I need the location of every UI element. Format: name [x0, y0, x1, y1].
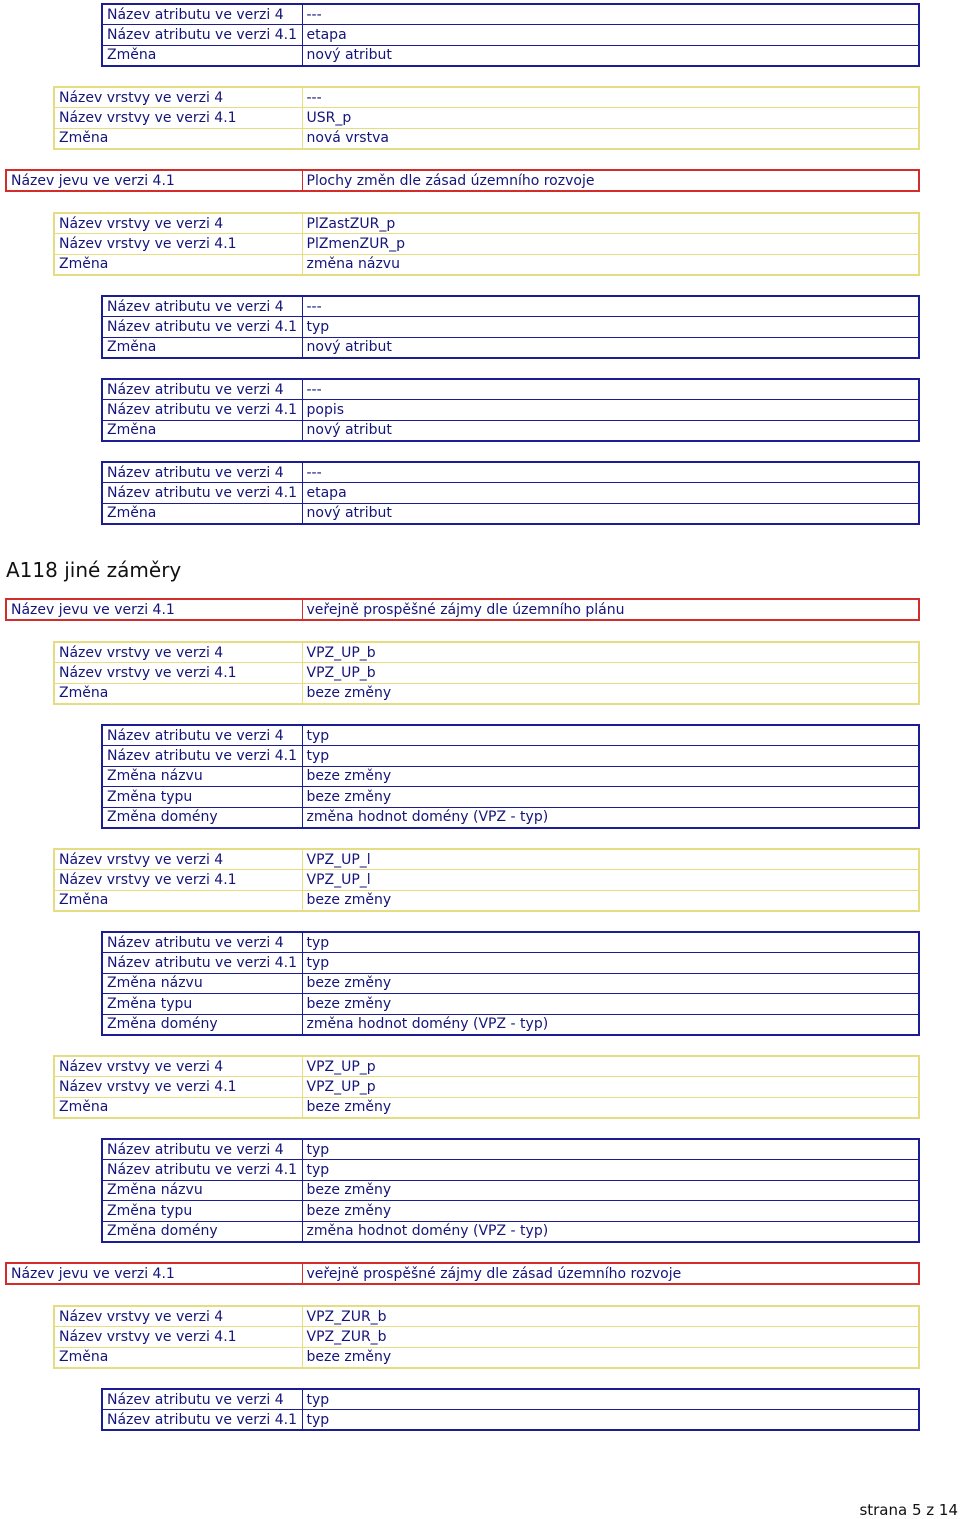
field-value: změna názvu: [302, 254, 919, 275]
attribute-table: [101, 931, 920, 1036]
field-label: Název vrstvy ve verzi 4.1: [54, 1077, 302, 1098]
phenomenon-table-grid: [5, 169, 920, 192]
field-value: typ: [302, 1389, 919, 1410]
table-row: [102, 296, 919, 317]
table-row: [102, 483, 919, 504]
attribute-table: [101, 3, 920, 67]
field-label: Název atributu ve verzi 4: [102, 379, 302, 400]
table-row: [102, 807, 919, 828]
field-value: typ: [302, 317, 919, 338]
field-label: Název vrstvy ve verzi 4: [54, 849, 302, 870]
field-label: Změna: [54, 683, 302, 704]
field-value: ---: [302, 462, 919, 483]
field-label: Název atributu ve verzi 4.1: [102, 1160, 302, 1181]
table-row: [102, 953, 919, 974]
field-value: beze změny: [302, 787, 919, 808]
field-label: Změna domény: [102, 1014, 302, 1035]
attribute-table: [101, 1138, 920, 1243]
field-label: Změna typu: [102, 994, 302, 1015]
field-value: beze změny: [302, 973, 919, 994]
table-row: [54, 1077, 919, 1098]
field-value: typ: [302, 1410, 919, 1431]
table-row: [54, 890, 919, 911]
field-value: VPZ_UP_b: [302, 663, 919, 684]
table-row: [6, 1263, 919, 1284]
field-value: veřejně prospěšné zájmy dle zásad územního rozvoje: [302, 1263, 919, 1284]
field-value: ---: [302, 379, 919, 400]
field-value: typ: [302, 1160, 919, 1181]
field-label: Změna: [102, 503, 302, 524]
field-label: Název atributu ve verzi 4: [102, 296, 302, 317]
attribute-table-grid: [101, 1388, 920, 1431]
attribute-table-grid: [101, 724, 920, 829]
field-value: VPZ_UP_l: [302, 849, 919, 870]
table-row: [54, 213, 919, 234]
attribute-table-grid: [101, 1138, 920, 1243]
table-row: [102, 1221, 919, 1242]
field-value: VPZ_UP_b: [302, 642, 919, 663]
field-label: Změna: [102, 45, 302, 66]
field-value: VPZ_ZUR_b: [302, 1306, 919, 1327]
field-label: Název vrstvy ve verzi 4.1: [54, 663, 302, 684]
table-row: [102, 787, 919, 808]
field-value: ---: [302, 4, 919, 25]
table-row: [54, 1097, 919, 1118]
field-value: nový atribut: [302, 503, 919, 524]
field-label: Název atributu ve verzi 4.1: [102, 953, 302, 974]
field-value: typ: [302, 1139, 919, 1160]
field-value: typ: [302, 746, 919, 767]
field-label: Název atributu ve verzi 4.1: [102, 483, 302, 504]
field-label: Název atributu ve verzi 4.1: [102, 746, 302, 767]
field-value: nový atribut: [302, 45, 919, 66]
phenomenon-table-grid: [5, 598, 920, 621]
field-value: ---: [302, 87, 919, 108]
table-row: [102, 317, 919, 338]
field-label: Změna názvu: [102, 1180, 302, 1201]
layer-table: [53, 1055, 920, 1119]
field-label: Název atributu ve verzi 4: [102, 725, 302, 746]
table-row: [54, 870, 919, 891]
table-row: [6, 170, 919, 191]
table-row: [102, 1410, 919, 1431]
field-label: Změna typu: [102, 1201, 302, 1222]
field-value: beze změny: [302, 766, 919, 787]
table-row: [102, 766, 919, 787]
table-row: [102, 932, 919, 953]
field-value: beze změny: [302, 1097, 919, 1118]
field-value: ---: [302, 296, 919, 317]
field-label: Změna domény: [102, 807, 302, 828]
field-value: beze změny: [302, 1201, 919, 1222]
field-value: nový atribut: [302, 337, 919, 358]
layer-table-grid: [53, 641, 920, 705]
table-row: [54, 1327, 919, 1348]
field-value: typ: [302, 932, 919, 953]
field-label: Název jevu ve verzi 4.1: [6, 599, 302, 620]
field-label: Změna: [54, 1097, 302, 1118]
field-label: Název vrstvy ve verzi 4: [54, 1056, 302, 1077]
field-label: Změna: [54, 1347, 302, 1368]
table-row: [102, 45, 919, 66]
layer-table-grid: [53, 1055, 920, 1119]
attribute-table-grid: [101, 295, 920, 359]
table-row: [54, 108, 919, 129]
table-row: [54, 1306, 919, 1327]
table-row: [102, 400, 919, 421]
phenomenon-table: [5, 169, 920, 192]
table-row: [102, 746, 919, 767]
table-row: [102, 973, 919, 994]
attribute-table: [101, 461, 920, 525]
table-row: [102, 1160, 919, 1181]
field-label: Název atributu ve verzi 4: [102, 1139, 302, 1160]
layer-table: [53, 848, 920, 912]
field-value: veřejně prospěšné zájmy dle územního plánu: [302, 599, 919, 620]
field-value: nová vrstva: [302, 128, 919, 149]
attribute-table: [101, 295, 920, 359]
field-value: PlZmenZUR_p: [302, 234, 919, 255]
table-row: [102, 503, 919, 524]
field-value: VPZ_ZUR_b: [302, 1327, 919, 1348]
field-label: Změna typu: [102, 787, 302, 808]
page-number: strana 5 z 14: [859, 1501, 958, 1519]
layer-table: [53, 1305, 920, 1369]
field-value: beze změny: [302, 994, 919, 1015]
table-row: [54, 128, 919, 149]
table-row: [54, 849, 919, 870]
field-label: Změna názvu: [102, 973, 302, 994]
field-label: Název jevu ve verzi 4.1: [6, 170, 302, 191]
table-row: [54, 1347, 919, 1368]
field-label: Název atributu ve verzi 4.1: [102, 25, 302, 46]
table-row: [102, 1139, 919, 1160]
field-label: Název jevu ve verzi 4.1: [6, 1263, 302, 1284]
phenomenon-table: [5, 598, 920, 621]
field-label: Změna: [54, 254, 302, 275]
field-label: Název atributu ve verzi 4: [102, 932, 302, 953]
field-label: Změna: [102, 420, 302, 441]
field-label: Název atributu ve verzi 4: [102, 1389, 302, 1410]
field-label: Název vrstvy ve verzi 4: [54, 87, 302, 108]
field-label: Název atributu ve verzi 4: [102, 462, 302, 483]
attribute-table: [101, 378, 920, 442]
field-value: beze změny: [302, 1347, 919, 1368]
field-label: Změna názvu: [102, 766, 302, 787]
field-label: Název vrstvy ve verzi 4.1: [54, 108, 302, 129]
field-label: Název vrstvy ve verzi 4: [54, 1306, 302, 1327]
field-label: Změna: [102, 337, 302, 358]
attribute-table-grid: [101, 3, 920, 67]
table-row: [102, 725, 919, 746]
layer-table: [53, 212, 920, 276]
field-value: VPZ_UP_l: [302, 870, 919, 891]
attribute-table-grid: [101, 461, 920, 525]
field-value: typ: [302, 953, 919, 974]
field-value: typ: [302, 725, 919, 746]
attribute-table: [101, 724, 920, 829]
layer-table-grid: [53, 848, 920, 912]
table-row: [6, 599, 919, 620]
field-label: Název vrstvy ve verzi 4: [54, 642, 302, 663]
table-row: [102, 994, 919, 1015]
table-row: [102, 420, 919, 441]
field-value: beze změny: [302, 683, 919, 704]
table-row: [54, 683, 919, 704]
field-value: beze změny: [302, 890, 919, 911]
field-label: Název vrstvy ve verzi 4: [54, 213, 302, 234]
field-value: etapa: [302, 25, 919, 46]
attribute-table-grid: [101, 931, 920, 1036]
field-label: Změna: [54, 128, 302, 149]
table-row: [102, 1201, 919, 1222]
attribute-table-grid: [101, 378, 920, 442]
table-row: [102, 1180, 919, 1201]
phenomenon-table: [5, 1262, 920, 1285]
field-value: USR_p: [302, 108, 919, 129]
field-label: Název atributu ve verzi 4.1: [102, 400, 302, 421]
field-label: Název atributu ve verzi 4.1: [102, 1410, 302, 1431]
table-row: [54, 642, 919, 663]
layer-table-grid: [53, 86, 920, 150]
field-label: Název atributu ve verzi 4.1: [102, 317, 302, 338]
table-row: [54, 254, 919, 275]
field-label: Změna: [54, 890, 302, 911]
field-value: VPZ_UP_p: [302, 1077, 919, 1098]
table-row: [102, 379, 919, 400]
field-label: Název vrstvy ve verzi 4.1: [54, 234, 302, 255]
field-value: změna hodnot domény (VPZ - typ): [302, 1221, 919, 1242]
table-row: [54, 234, 919, 255]
field-value: změna hodnot domény (VPZ - typ): [302, 807, 919, 828]
field-value: beze změny: [302, 1180, 919, 1201]
table-row: [54, 1056, 919, 1077]
layer-table-grid: [53, 1305, 920, 1369]
field-label: Změna domény: [102, 1221, 302, 1242]
table-row: [102, 1014, 919, 1035]
field-value: VPZ_UP_p: [302, 1056, 919, 1077]
attribute-table: [101, 1388, 920, 1431]
phenomenon-table-grid: [5, 1262, 920, 1285]
section-heading: A118 jiné záměry: [6, 558, 182, 582]
table-row: [102, 462, 919, 483]
field-value: PlZastZUR_p: [302, 213, 919, 234]
table-row: [102, 337, 919, 358]
field-value: změna hodnot domény (VPZ - typ): [302, 1014, 919, 1035]
field-label: Název vrstvy ve verzi 4.1: [54, 1327, 302, 1348]
field-value: etapa: [302, 483, 919, 504]
table-row: [102, 25, 919, 46]
table-row: [54, 663, 919, 684]
field-label: Název vrstvy ve verzi 4.1: [54, 870, 302, 891]
table-row: [102, 1389, 919, 1410]
field-label: Název atributu ve verzi 4: [102, 4, 302, 25]
table-row: [54, 87, 919, 108]
field-value: Plochy změn dle zásad územního rozvoje: [302, 170, 919, 191]
layer-table: [53, 86, 920, 150]
layer-table: [53, 641, 920, 705]
field-value: popis: [302, 400, 919, 421]
layer-table-grid: [53, 212, 920, 276]
field-value: nový atribut: [302, 420, 919, 441]
table-row: [102, 4, 919, 25]
